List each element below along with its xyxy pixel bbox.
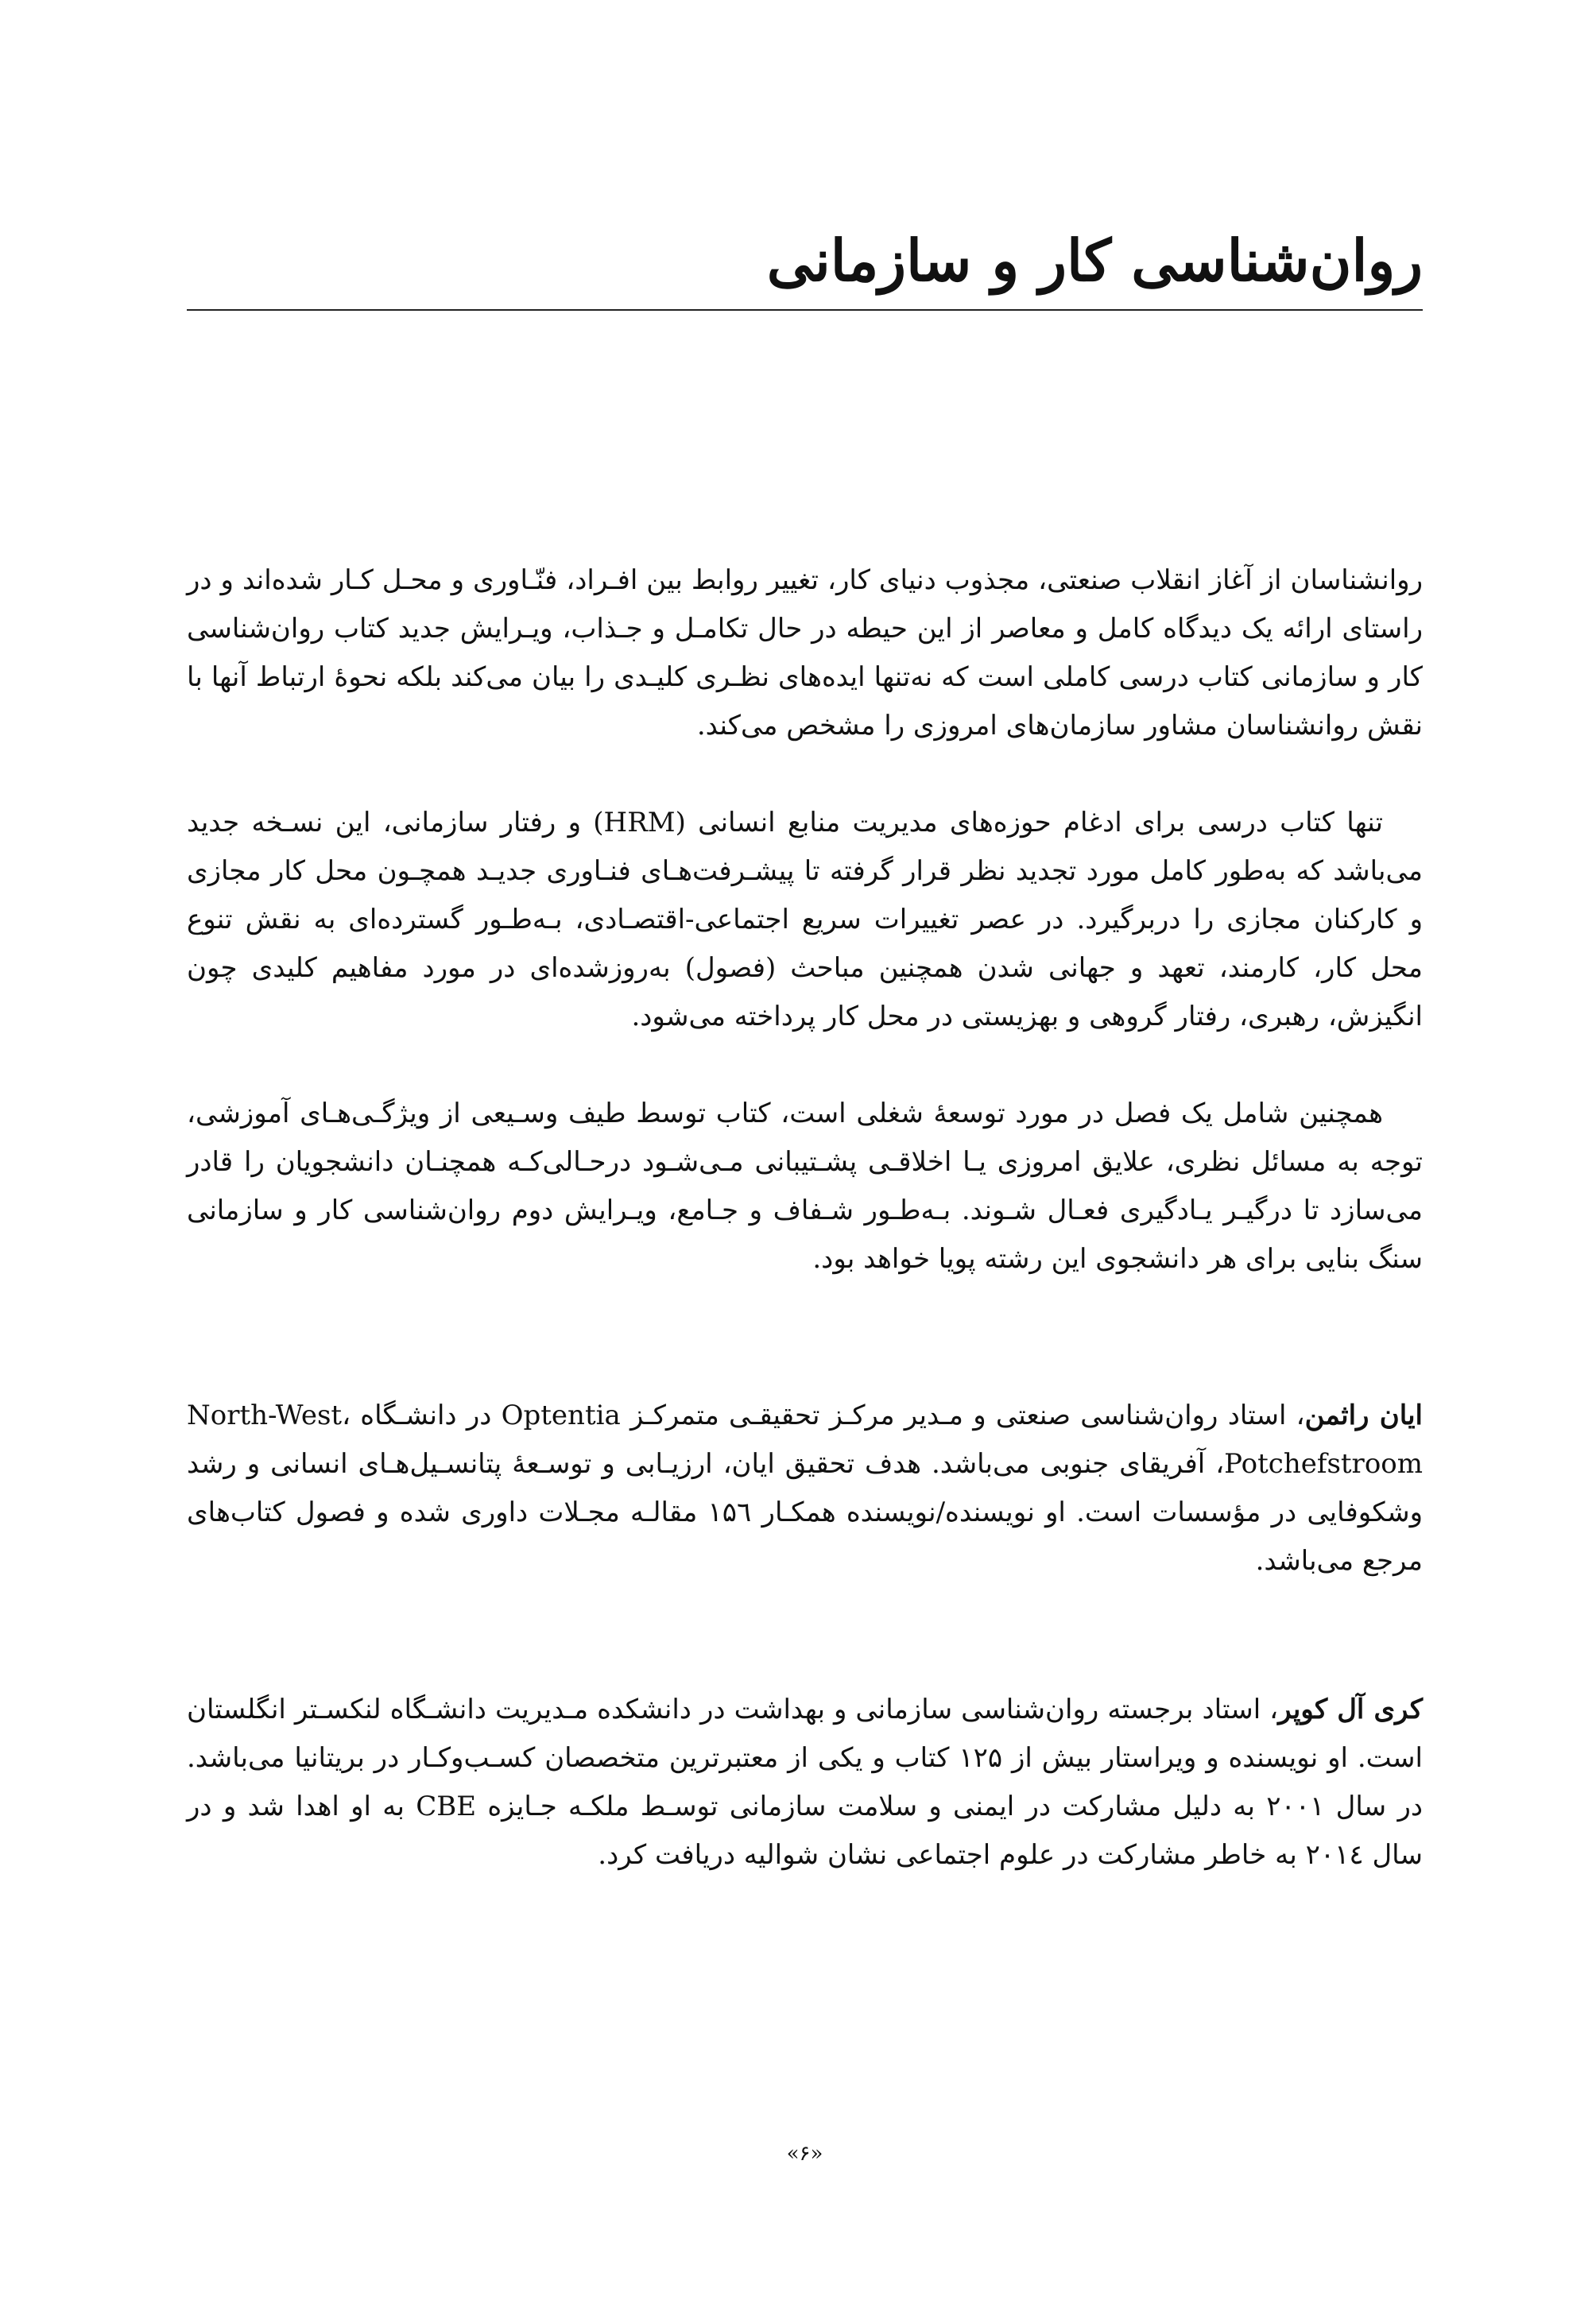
title-divider — [187, 309, 1423, 311]
author-bio-text-rothmann: ، استاد روان‌شناسی صنعتی و مـدیر مرکـز تحقیقـی متمرکـز Optentia در دانشـگاه North-West، Potchefstroom، آفریقای جنوبی می‌باشد. هدف تحقیق ایان، ارزیـابی و توسـعهٔ پتانسـیل‌هـای انسانی و رشد وشکوفایی در مؤسسات است. او نویسنده/نویسنده همکـار ۱۵٦ مقالـه مجـلات داوری شده و فصول کتاب‌های مرجع می‌باشد. — [187, 1400, 1424, 1577]
page-title: روان‌شناسی کار و سازمانی — [766, 227, 1423, 294]
document-page — [187, 0, 1423, 2300]
body-paragraph-features: همچنین شامل یک فصل در مورد توسعهٔ شغلی است، کتاب توسط طیف وسـیعی از ویژگـی‌هـای آموزشی، توجه به مسائل نظری، علایق امروزی یـا اخلاقـی پشـتیبانی مـی‌شـود درحـالی‌کـه همچنـان دانشجویان را قادر می‌سازد تا درگیـر یـادگیری فعـال شـوند. بـه‌طـور شـفاف و جـامع، ویـرایش دوم روان‌شناسی کار و سازمانی سنگ بنایی برای هر دانشجوی این رشته پویا خواهد بود. — [187, 1098, 1423, 1275]
intro-paragraph: روانشناسان از آغاز انقلاب صنعتی، مجذوب دنیای کار، تغییر روابط بین افـراد، فنّـاوری و محـل کـار شده‌اند و در راستای ارائه یک دیدگاه کامل و معاصر از این حیطه در حال تکامـل و جـذاب، ویـرایش جدید کتاب روان‌شناسی کار و سازمانی کتاب درسی کاملی است که نه‌تنها ایده‌های نظـری کلیـدی را بیان می‌کند بلکه نحوهٔ ارتباط آنها با نقش روانشناسان مشاور سازمان‌های امروزی را مشخص می‌کند. — [187, 564, 1423, 741]
body-paragraph-hrm: تنها کتاب درسی برای ادغام حوزه‌های مدیریت منابع انسانی (HRM) و رفتار سازمانی، این نسـخه جدید می‌باشد که به‌طور کامل مورد تجدید نظر قرار گرفته تا پیشـرفت‌هـای فنـاوری جدیـد همچـون محل کار مجازی و کارکنان مجازی را دربرگیرد. در عصر تغییرات سریع اجتماعی-اقتصـادی، بـه‌طـور گسترده‌ای به نقش تنوع محل کار، کارمند، تعهد و جهانی شدن همچنین مباحث (فصول) به‌روزشده‌ای در مورد مفاهیم کلیدی چون انگیزش، رهبری، رفتار گروهی و بهزیستی در محل کار پرداخته می‌شود. — [187, 807, 1423, 1032]
page-number: «۶» — [786, 2142, 823, 2166]
author-bio-text-cooper: ، استاد برجسته روان‌شناسی سازمانی و بهداشت در دانشکده مـدیریت دانشـگاه لنکسـتر انگلستان است. او نویسنده و ویراستار بیش از ۱۲۵ کتاب و یکی از معتبرترین متخصصان کسـب‌وکـار در بریتانیا می‌باشد. در سال ۲۰۰۱ به دلیل مشارکت در ایمنی و سلامت سازمانی توسـط ملکـه جـایزه CBE به او اهدا شد و در سال ۲۰۱٤ به خاطر مشارکت در علوم اجتماعی نشان شوالیه دریافت کرد. — [187, 1694, 1424, 1871]
author-name-cooper: کری آل کوپر — [1278, 1694, 1424, 1725]
author-bio-rothmann — [187, 1392, 1423, 1586]
author-bio-cooper — [187, 1686, 1423, 1880]
author-name-rothmann: ایان راثمن — [1304, 1400, 1423, 1431]
